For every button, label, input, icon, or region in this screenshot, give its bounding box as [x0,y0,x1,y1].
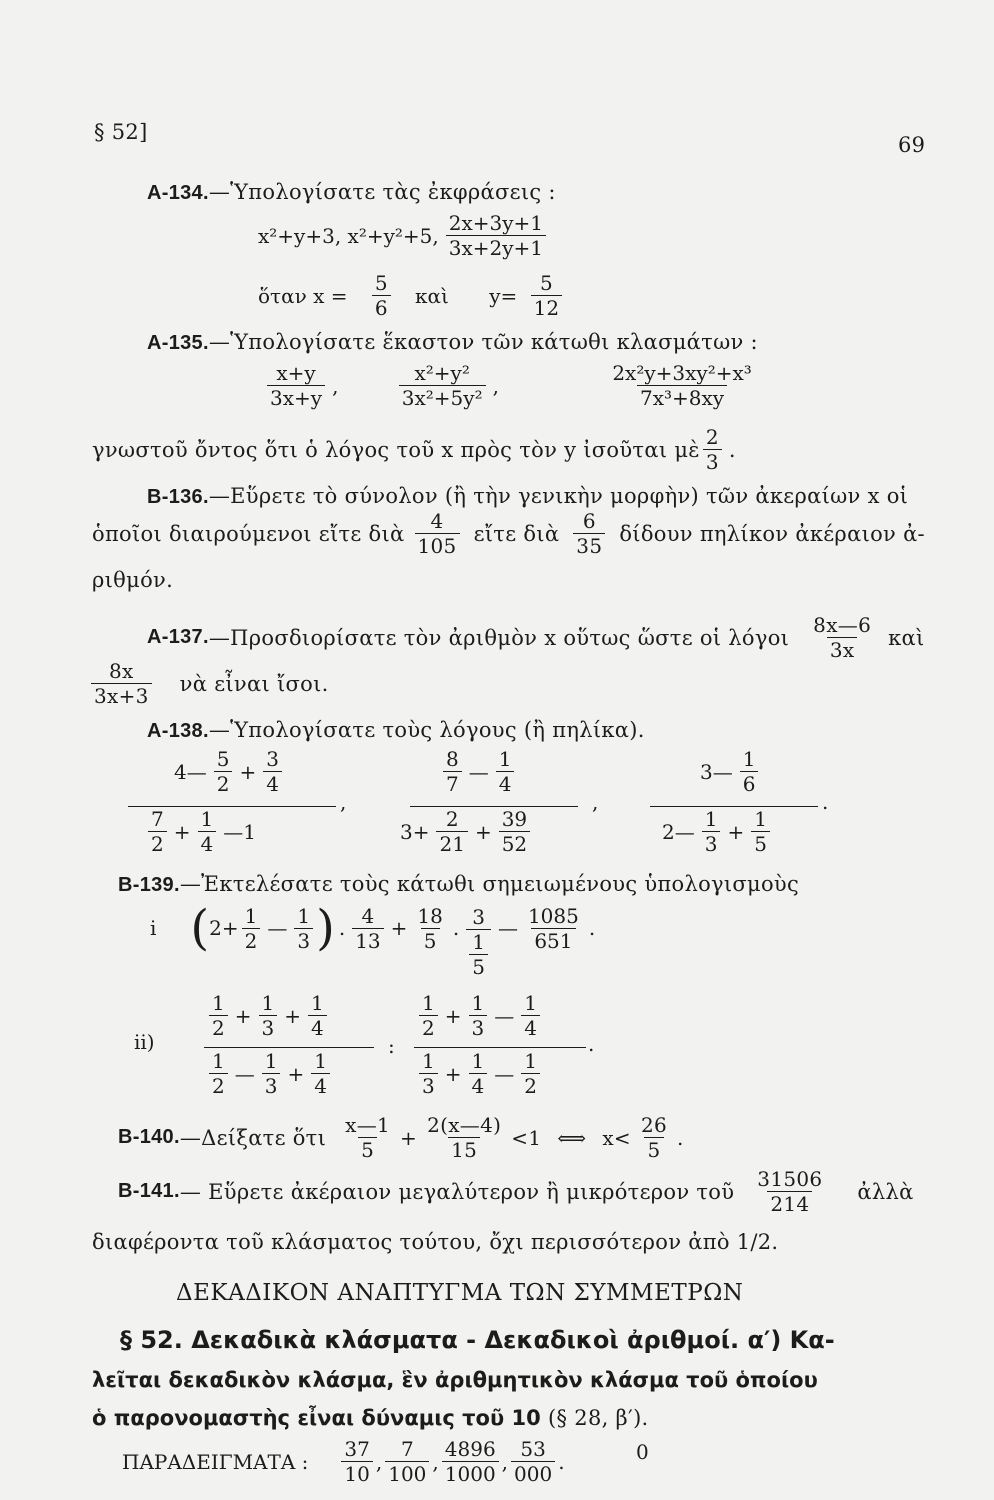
a134-expressions [254,212,549,259]
fraction: $\frac{8x—6}{3x}$ [813,613,872,662]
text: καὶ [414,283,449,308]
a138-expr1-denominator: $\frac{7}{2}$ + $\frac{1}{4}$ —1 [145,808,260,855]
fraction: $\frac{1}{4}$ [469,1050,488,1097]
b139-part-i: i (2+ $\frac{1}{2}$ — $\frac{1}{3}$ ) . $\frac{4}{13}$ + $\frac{18}{5}$ . $\frac{3}{\frac{1}{5}}$ — $\frac{1085}{651}$ . [150,900,596,979]
fraction: $\frac{26}{5}$ [640,1113,668,1162]
exercise-b141 [118,1168,918,1215]
fraction-bar [410,806,578,807]
a135-given: γνωστοῦ ὄντος ὅτι ὁ λόγος τοῦ x πρὸς τὸν y ἰσοῦται μὲ $\frac{2}{3}$ . [92,425,736,474]
exercise-text: —Ὑπολογίσατε ἕκαστον τῶν κάτωθι κλασμάτων : [208,330,758,354]
fraction: $\frac{1}{3}$ [259,992,278,1039]
a138-expr1-numerator: 4— $\frac{5}{2}$ + $\frac{3}{4}$ [170,748,285,795]
fraction: $\frac{5}{6}$ [372,272,391,319]
exercise-text: —Δείξατε ὅτι [179,1125,327,1150]
a135-fractions: $\frac{x+y}{3x+y}$ , $\frac{\text{x²+y²}}{\text{3x²+5y²}}$ , $\frac{\text{2x²y+3xy²+x³}}{\text{7x³+8xy}}$ [264,362,758,409]
section-52-line1 [120,1326,835,1354]
exercise-label: Β-140. [118,1126,180,1148]
section-52-line3 [92,1406,649,1430]
exercise-a138 [147,718,645,743]
fraction: $\frac{2x+3y+1}{3x+2y+1}$ [446,212,546,259]
exercise-a134 [147,180,556,205]
a138-expr2-denominator: 3+ $\frac{2}{21}$ + $\frac{39}{52}$ [396,808,533,855]
expression: x²+y+3, x²+y²+5, [258,223,439,248]
exercise-b136 [147,484,908,509]
fraction: $\frac{7}{100}$ [385,1438,429,1485]
fraction: $\frac{\text{x²+y²}}{\text{3x²+5y²}}$ [399,362,486,409]
fraction: $\frac{8}{7}$ [443,748,462,795]
fraction: $\frac{1}{4}$ [198,808,217,855]
b139-ii-bottom-right: $\frac{1}{3}$ + $\frac{1}{4}$ — $\frac{1}{2}$ [416,1050,543,1097]
period: . [588,1032,595,1056]
compound-fraction: $\frac{3}{\frac{1}{5}}$ [466,906,491,978]
exercise-label: Β-136. [147,486,209,508]
exercise-b139 [118,872,799,897]
section-title: § 52. Δεκαδικὰ κλάσματα - Δεκαδικοὶ ἀριθμοί. [120,1326,740,1354]
item-numeral: ii) [134,1030,155,1054]
fraction: $\frac{37}{10}$ [341,1438,372,1485]
item-numeral: i [150,916,157,940]
fraction-bar [204,1047,374,1048]
b136-line3: ριθμόν. [92,568,174,592]
section-52-line2: λεῖται δεκαδικὸν κλάσμα, ἓν ἀριθμητικὸν κλάσμα τοῦ ὁποίου [92,1368,818,1392]
exercise-text: —Ὑπολογίσατε τοὺς λόγους (ἢ πηλίκα). [208,718,645,742]
text: νὰ εἶναι ἴσοι. [179,671,329,696]
exercise-label: Β-141. [118,1180,180,1202]
fraction: $\frac{4896}{1000}$ [442,1438,499,1485]
exercise-text: — Εὕρετε ἀκέραιον μεγαλύτερον ἢ μικρότερον τοῦ [179,1179,735,1204]
a138-expr2-numerator: $\frac{8}{7}$ — $\frac{1}{4}$ [440,748,517,795]
fraction: $\frac{\text{2x²y+3xy²+x³}}{\text{7x³+8xy}}$ [612,361,752,410]
b139-ii-bottom-left: $\frac{1}{2}$ — $\frac{1}{3}$ + $\frac{1}{4}$ [206,1050,333,1097]
section-text: ὁ παρονομαστὴς εἶναι δύναμις τοῦ 10 [92,1406,541,1430]
text: γνωστοῦ ὄντος ὅτι ὁ λόγος τοῦ x πρὸς τὸν y ἰσοῦται μὲ [92,437,700,462]
stray-digit: 0 [636,1440,649,1464]
fraction: $\frac{x—1}{5}$ [345,1113,391,1162]
exercise-text: —Ὑπολογίσατε τὰς ἐκφράσεις : [208,180,556,204]
fraction: $\frac{4}{105}$ [415,510,460,557]
comma: , [592,790,599,814]
fraction: $\frac{39}{52}$ [499,808,530,855]
page-number: 69 [898,133,926,157]
text: ἀλλὰ [857,1179,914,1204]
fraction: $\frac{1}{2}$ [419,992,438,1039]
exercise-label: Α-137. [147,626,209,648]
a138-expr3-denominator: 2— $\frac{1}{3}$ + $\frac{1}{5}$ [658,808,773,855]
fraction: $\frac{1}{3}$ [702,808,721,855]
exercise-text: —Ἐκτελέσατε τοὺς κάτωθι σημειωμένους ὑπολογισμοὺς [179,872,800,896]
period: . [822,790,829,814]
text: y= [489,283,518,308]
fraction: $\frac{53}{000}$ [511,1438,555,1485]
text: ὁποῖοι διαιρούμενοι εἴτε διὰ [92,521,405,546]
fraction: $\frac{31506}{214}$ [757,1167,823,1216]
fraction: $\frac{1}{4}$ [496,748,515,795]
section-text: α′) Κα- [747,1326,835,1354]
b139-ii-top-right: $\frac{1}{2}$ + $\frac{1}{3}$ — $\frac{1}{4}$ [416,992,543,1039]
chapter-heading: ΔΕΚΑΔΙΚΟΝ ΑΝΑΠΤΥΓΜΑ ΤΩΝ ΣΥΜΜΕΤΡΩΝ [176,1280,744,1306]
exercise-a135 [147,330,758,355]
fraction: $\frac{1}{2}$ [242,905,261,952]
fraction: $\frac{18}{5}$ [417,903,443,953]
fraction: $\frac{1}{3}$ [469,992,488,1039]
text: δίδουν πηλίκον ἀκέραιον ἀ- [619,521,925,546]
b141-line2: διαφέροντα τοῦ κλάσματος τούτου, ὄχι περισσότερον ἀπὸ 1/2. [92,1230,779,1254]
fraction: $\frac{2}{21}$ [436,808,467,855]
fraction: $\frac{1}{3}$ [419,1050,438,1097]
fraction: $\frac{4}{13}$ [352,905,383,952]
b139-ii-top-left: $\frac{1}{2}$ + $\frac{1}{3}$ + $\frac{1}{4}$ [206,992,330,1039]
fraction: $\frac{8x}{3x+3}$ [91,660,152,707]
section-marker: § 52] [94,120,148,144]
exercise-b140: Β-140.—Δείξατε ὅτι $\frac{x—1}{5}$ + $\frac{2(x—4)}{15}$ <1 ⟺ x< $\frac{26}{5}$ . [118,1113,684,1162]
exercise-label: Α-134. [147,182,209,204]
fraction: $\frac{1}{4}$ [308,992,327,1039]
fraction: $\frac{1}{2}$ [521,1050,540,1097]
fraction: $\frac{1}{5}$ [751,808,770,855]
comma: , [340,790,347,814]
examples: ΠΑΡΑΔΕΙΓΜΑΤΑ : $\frac{37}{10}$ , $\frac{7}{100}$ , $\frac{4896}{1000}$ , $\frac{53}{000}$ . [122,1437,565,1486]
a138-expr3-numerator: 3— $\frac{1}{6}$ [696,748,761,795]
fraction-bar [414,1047,586,1048]
b136-line2 [92,510,929,557]
fraction: $\frac{5}{2}$ [214,748,233,795]
equivalence-arrow: ⟺ [557,1125,587,1150]
a134-values [254,272,565,319]
exercise-text: —Εὕρετε τὸ σύνολον (ἢ τὴν γενικὴν μορφὴν) τῶν ἀκεραίων x οἱ [208,484,909,508]
text: καὶ [888,625,925,650]
fraction: $\frac{2}{3}$ [703,426,722,473]
exercise-label: Α-135. [147,332,209,354]
fraction-bar [650,806,818,807]
exercise-label: Α-138. [147,720,209,742]
division-sign: : [388,1034,395,1058]
fraction: $\frac{1}{3}$ [262,1050,281,1097]
exercise-label: Β-139. [118,874,180,896]
fraction: $\frac{6}{35}$ [573,510,605,557]
fraction: $\frac{7}{2}$ [148,808,167,855]
fraction: $\frac{1}{3}$ [294,905,313,952]
fraction: $\frac{1}{2}$ [209,1050,228,1097]
fraction: $\frac{2(x—4)}{15}$ [427,1113,502,1162]
fraction: $\frac{1}{4}$ [521,992,540,1039]
examples-label: ΠΑΡΑΔΕΙΓΜΑΤΑ : [122,1449,309,1474]
fraction: $\frac{1}{2}$ [209,992,228,1039]
fraction: $\frac{5}{12}$ [531,272,562,319]
exercise-text: —Προσδιορίσατε τὸν ἀριθμὸν x οὕτως ὥστε οἱ λόγοι [208,625,790,650]
fraction: $\frac{3}{4}$ [263,748,282,795]
cross-reference: (§ 28, β′). [548,1406,649,1430]
fraction: $\frac{1}{4}$ [311,1050,330,1097]
fraction: $\frac{1085}{651}$ [527,903,579,953]
fraction: $\frac{1}{6}$ [740,748,759,795]
a137-line2 [88,660,333,707]
exercise-a137 [147,614,929,661]
text: 4— [174,759,207,784]
fraction: $\frac{x+y}{3x+y}$ [267,362,325,409]
text: ὅταν x = [258,283,348,308]
text: εἴτε διὰ [473,521,560,546]
